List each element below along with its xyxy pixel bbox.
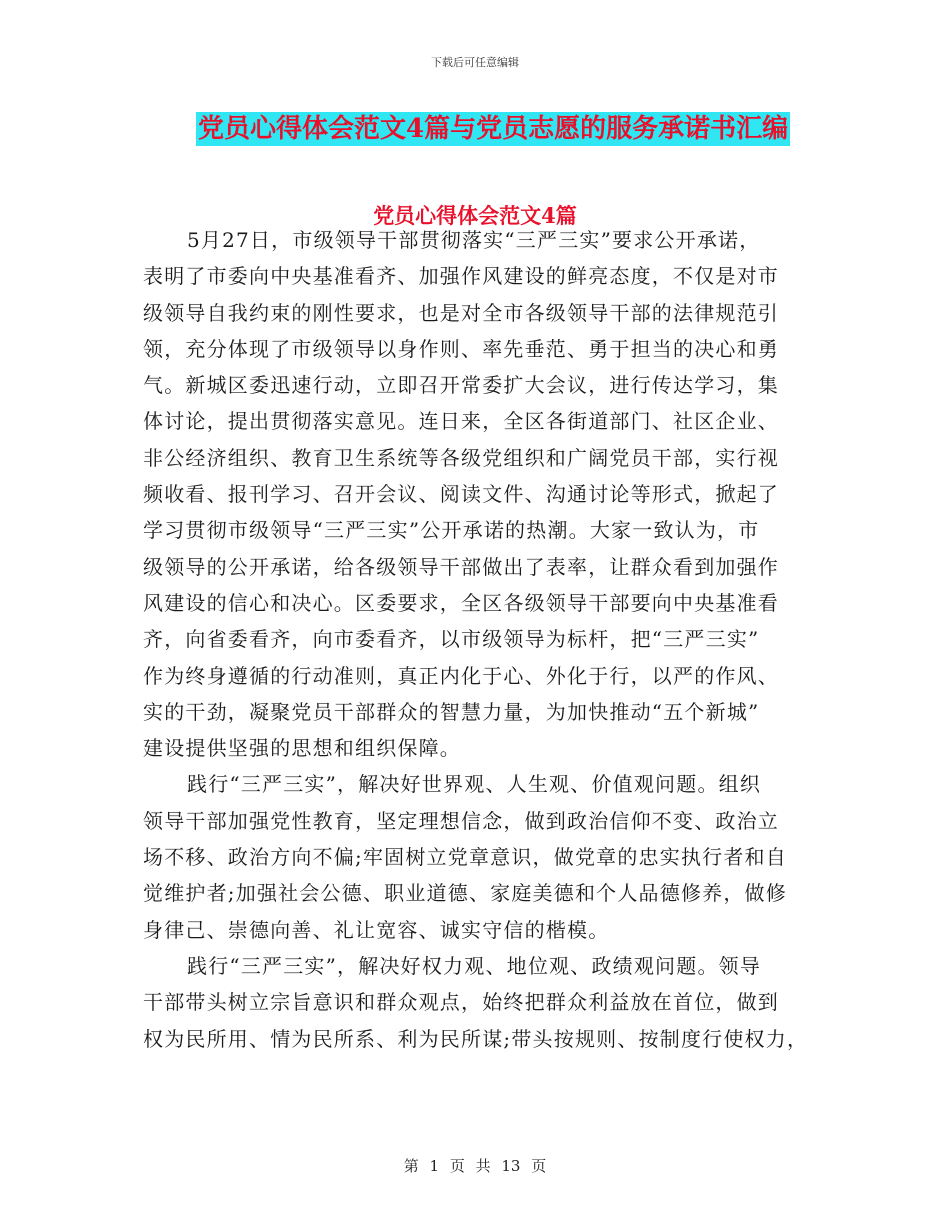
paragraph-line: 频收看、报刊学习、召开会议、阅读文件、沟通讨论等形式，掀起了 <box>143 482 779 507</box>
paragraph-line: 学习贯彻市级领导“三严三实”公开承诺的热潮。大家一致认为，市 <box>143 518 760 543</box>
body-text <box>143 222 813 1057</box>
paragraph-line: 权为民所用、情为民所系、利为民所谋;带头按规则、按制度行使权力， <box>143 1026 809 1051</box>
paragraph-line: 风建设的信心和决心。区委要求，全区各级领导干部要向中央基准看 <box>143 590 779 615</box>
document-title: 党员心得体会范文4篇与党员志愿的服务承诺书汇编 <box>198 114 789 144</box>
paragraph-line: 觉维护者;加强社会公德、职业道德、家庭美德和个人品德修养，做修 <box>143 881 787 906</box>
section-title: 党员心得体会范文4篇 <box>373 203 577 228</box>
paragraph-line: 级领导自我约束的刚性要求，也是对全市各级领导干部的法律规范引 <box>143 300 779 325</box>
paragraph-line: 表明了市委向中央基准看齐、加强作风建设的鲜亮态度，不仅是对市 <box>143 264 779 289</box>
paragraph-line: 实的干劲，凝聚党员干部群众的智慧力量，为加快推动“五个新城” <box>143 699 760 724</box>
paragraph-line: 干部带头树立宗旨意识和群众观点，始终把群众利益放在首位，做到 <box>143 990 779 1015</box>
paragraph-line: 5月27日，市级领导干部贯彻落实“三严三实”要求公开承诺， <box>187 228 761 252</box>
header-note: 下载后可任意编辑 <box>431 56 519 69</box>
paragraph-line: 建设提供坚强的思想和组织保障。 <box>143 736 461 761</box>
paragraph-line: 体讨论，提出贯彻落实意见。连日来，全区各街道部门、社区企业、 <box>143 409 779 434</box>
page-number: 第 1 页 共 13 页 <box>403 1157 547 1175</box>
paragraph-line: 践行“三严三实”，解决好权力观、地位观、政绩观问题。领导 <box>187 953 762 978</box>
paragraph-line: 身律己、崇德向善、礼让宽容、诚实守信的楷模。 <box>143 917 610 942</box>
paragraph-line: 领导干部加强党性教育，坚定理想信念，做到政治信仰不变、政治立 <box>143 808 779 833</box>
paragraph-line: 气。新城区委迅速行动，立即召开常委扩大会议，进行传达学习，集 <box>143 373 779 398</box>
paragraph-line: 作为终身遵循的行动准则，真正内化于心、外化于行，以严的作风、 <box>143 663 779 688</box>
paragraph-line: 级领导的公开承诺，给各级领导干部做出了表率，让群众看到加强作 <box>143 554 779 579</box>
paragraph-line: 领，充分体现了市级领导以身作则、率先垂范、勇于担当的决心和勇 <box>143 336 779 361</box>
paragraph-line: 非公经济组织、教育卫生系统等各级党组织和广阔党员干部，实行视 <box>143 445 779 470</box>
paragraph-line: 践行“三严三实”，解决好世界观、人生观、价值观问题。组织 <box>187 772 762 797</box>
paragraph-line: 场不移、政治方向不偏;牢固树立党章意识，做党章的忠实执行者和自 <box>143 845 787 870</box>
paragraph-line: 齐，向省委看齐，向市委看齐，以市级领导为标杆，把“三严三实” <box>143 627 760 652</box>
